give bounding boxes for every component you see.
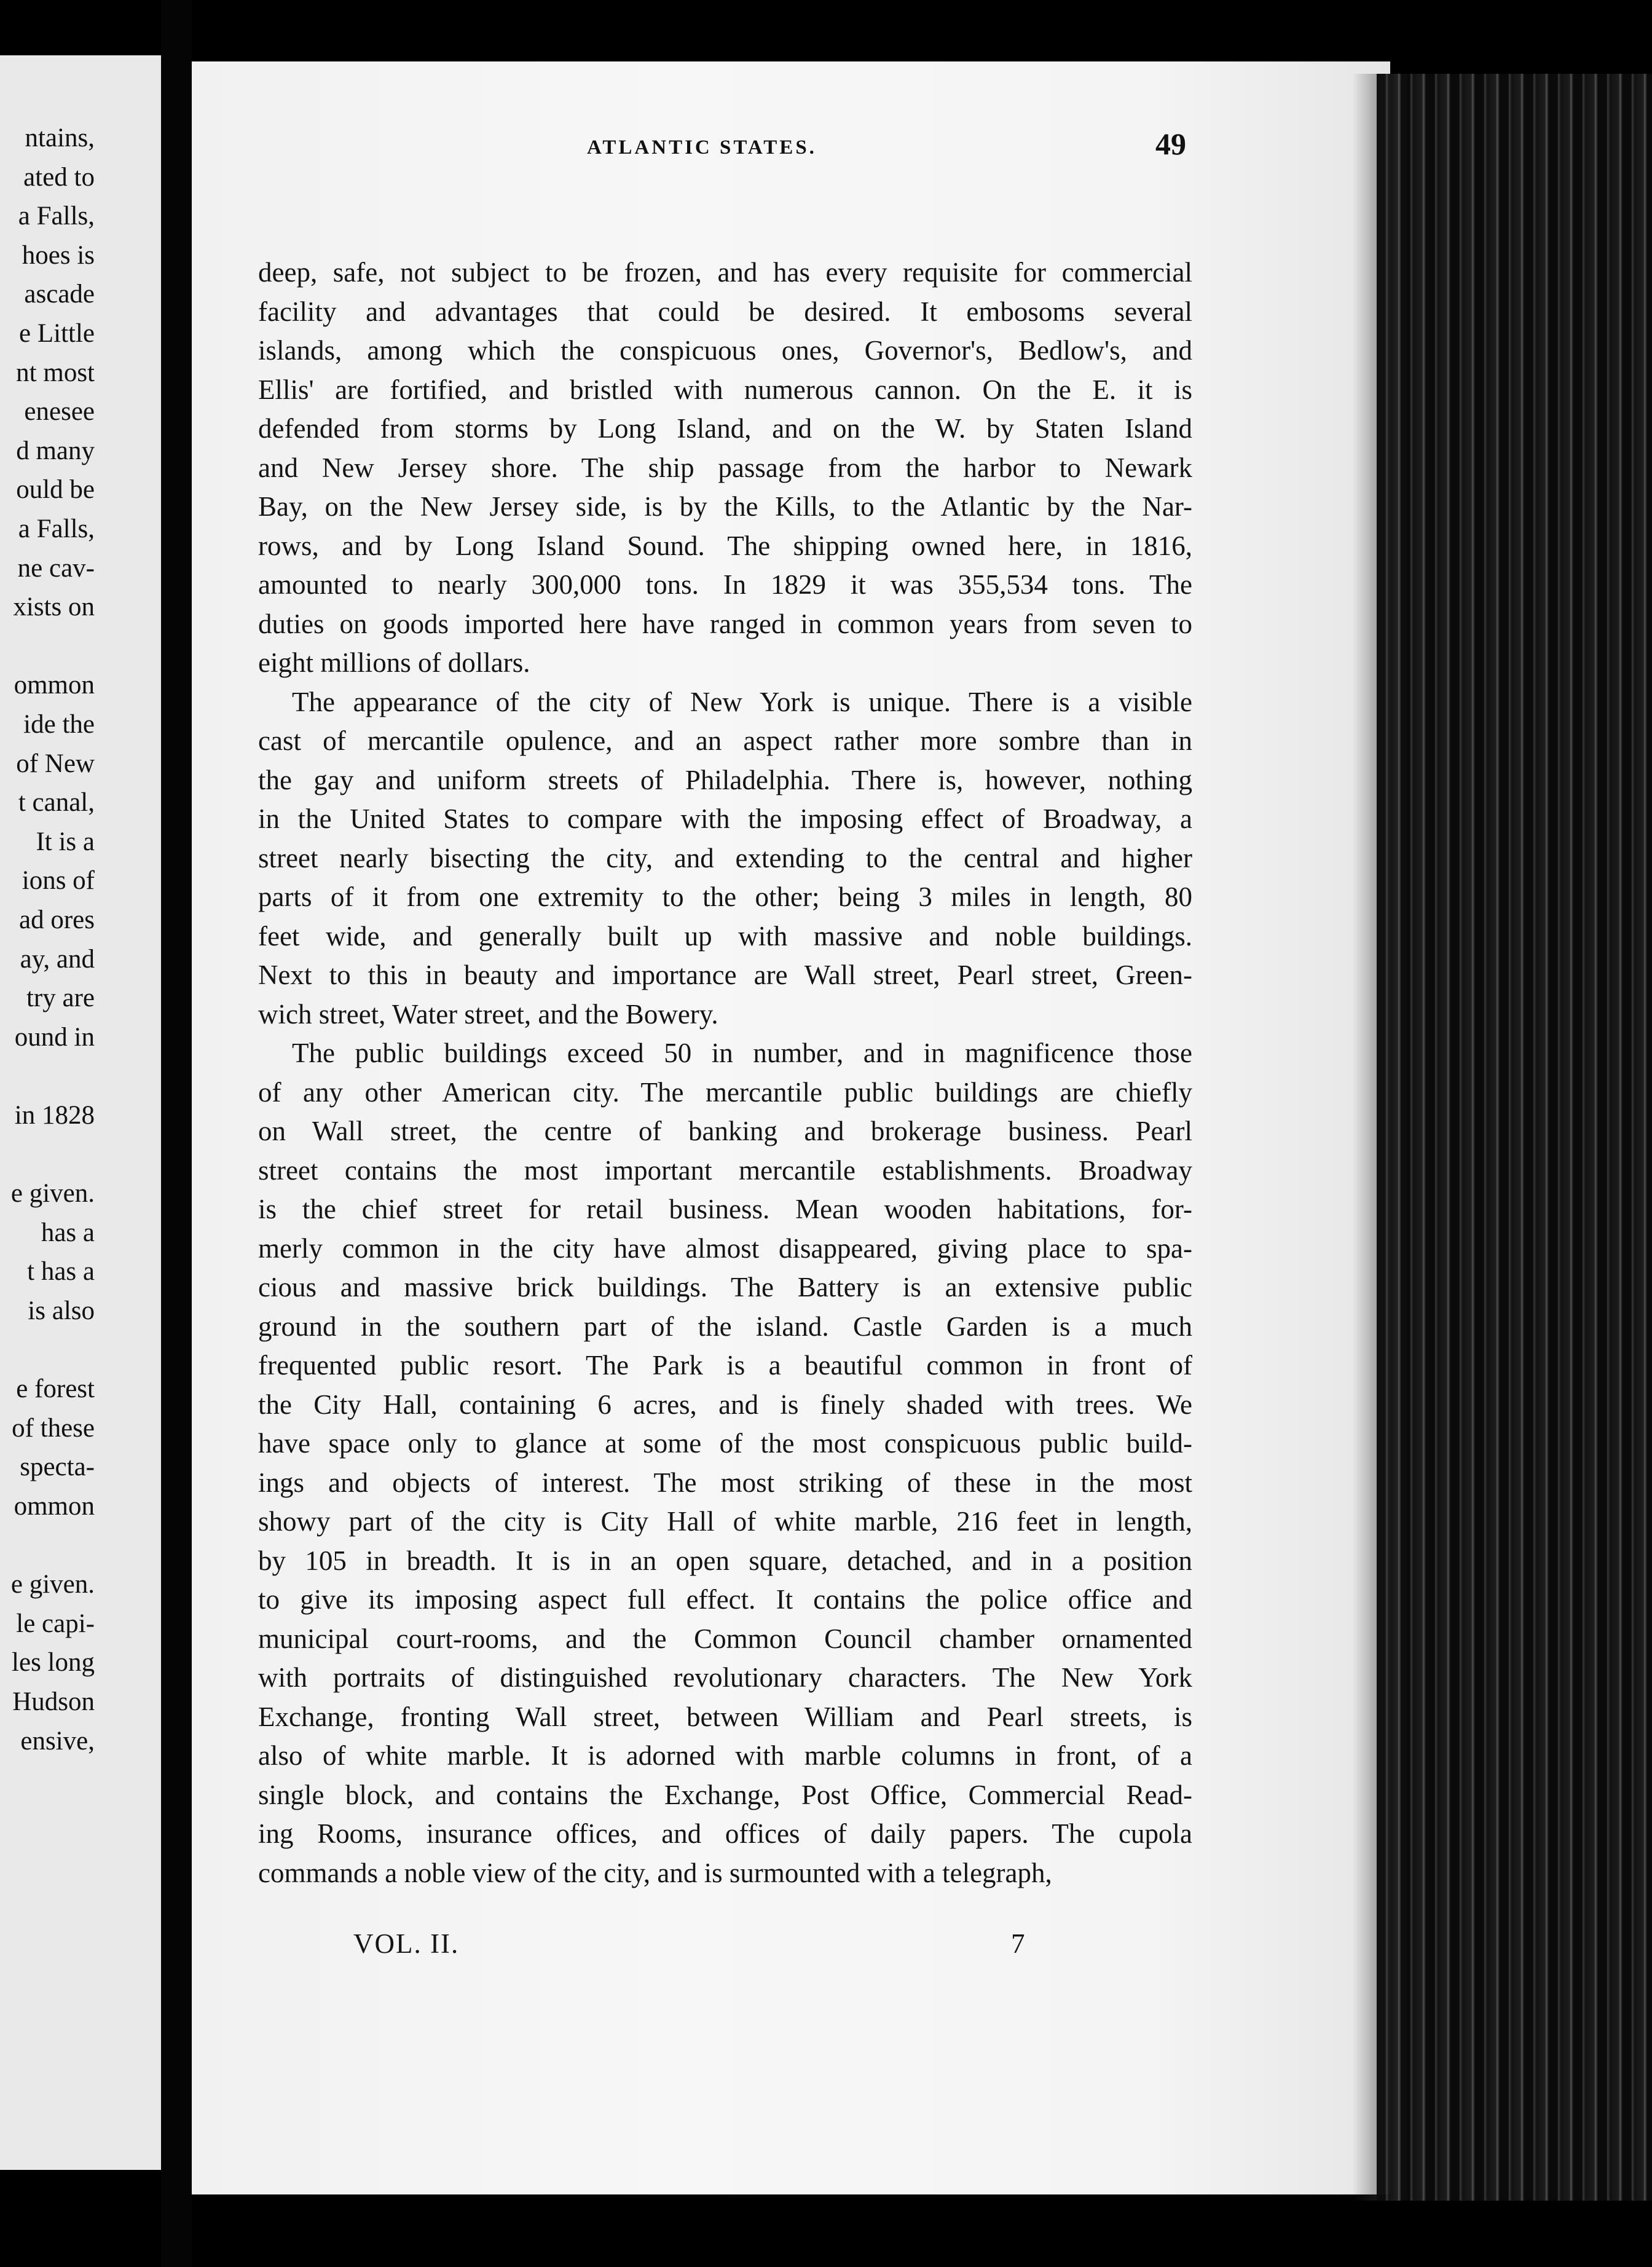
facing-page-line: ntains, bbox=[25, 124, 95, 152]
facing-page-line: ay, and bbox=[20, 944, 95, 974]
text-line: showy part of the city is City Hall of white marble, 216 feet in length, bbox=[258, 1506, 1192, 1537]
facing-page-line: ad ores bbox=[19, 905, 95, 934]
facing-page-line: in 1828 bbox=[14, 1101, 95, 1130]
text-line: cast of mercantile opulence, and an aspect rather more sombre than in bbox=[258, 725, 1192, 756]
text-line: defended from storms by Long Island, and on the W. by Staten Island bbox=[258, 413, 1192, 444]
facing-page-line: a Falls, bbox=[18, 202, 95, 231]
facing-page-line: e given. bbox=[10, 1179, 95, 1208]
facing-page-line: xists on bbox=[13, 593, 95, 622]
text-line: Bay, on the New Jersey side, is by the Kills, to the Atlantic by the Nar- bbox=[258, 491, 1192, 522]
book-gutter bbox=[161, 0, 192, 2267]
facing-page-line: ide the bbox=[23, 710, 95, 739]
book-page-edges bbox=[1377, 74, 1652, 2201]
facing-page-line: e forest bbox=[16, 1374, 95, 1404]
text-line: The appearance of the city of New York is unique. There is a visible bbox=[292, 686, 1192, 717]
text-line: ground in the southern part of the island. Castle Garden is a much bbox=[258, 1311, 1192, 1342]
facing-page-line: ensive, bbox=[20, 1726, 95, 1756]
text-line: single block, and contains the Exchange, Post Office, Commercial Read- bbox=[258, 1779, 1192, 1810]
text-line: also of white marble. It is adorned with marble columns in front, of a bbox=[258, 1740, 1192, 1771]
running-head: ATLANTIC STATES. bbox=[587, 136, 817, 159]
text-line: with portraits of distinguished revolutionary characters. The New York bbox=[258, 1662, 1192, 1693]
text-line: ing Rooms, insurance offices, and offices of daily papers. The cupola bbox=[258, 1818, 1192, 1849]
facing-page-line: d many bbox=[16, 436, 95, 465]
facing-page-line: a Falls, bbox=[18, 515, 95, 543]
signature-mark: 7 bbox=[1011, 1928, 1025, 1959]
text-line: of any other American city. The mercantile public buildings are chiefly bbox=[258, 1076, 1192, 1108]
facing-page-fragment bbox=[0, 55, 161, 2170]
facing-page-line: hoes is bbox=[22, 240, 95, 270]
facing-page-line: is also bbox=[28, 1296, 95, 1325]
facing-page-line: t has a bbox=[27, 1257, 95, 1287]
facing-page-line: ound in bbox=[14, 1022, 95, 1052]
text-line: have space only to glance at some of the most conspicuous public build- bbox=[258, 1428, 1192, 1459]
text-line: duties on goods imported here have ranged in common years from seven to bbox=[258, 608, 1192, 639]
facing-page-line: e Little bbox=[19, 319, 95, 348]
text-line: in the United States to compare with the imposing effect of Broadway, a bbox=[258, 803, 1192, 834]
text-line: the gay and uniform streets of Philadelphia. There is, however, nothing bbox=[258, 764, 1192, 795]
facing-page-line: t canal, bbox=[18, 788, 95, 818]
facing-page-line: ascade bbox=[24, 280, 95, 309]
facing-page-line: has a bbox=[41, 1218, 95, 1247]
facing-page-line: enesee bbox=[24, 397, 95, 427]
text-line: commands a noble view of the city, and is surmounted with a telegraph, bbox=[258, 1857, 1052, 1888]
facing-page-line: Hudson bbox=[12, 1687, 95, 1716]
facing-page-line: of New bbox=[16, 749, 95, 778]
text-line: deep, safe, not subject to be frozen, and has every requisite for commercial bbox=[258, 257, 1192, 288]
text-line: ings and objects of interest. The most striking of these in the most bbox=[258, 1467, 1192, 1498]
text-line: and New Jersey shore. The ship passage from the harbor to Newark bbox=[258, 452, 1192, 483]
text-line: merly common in the city have almost disappeared, giving place to spa- bbox=[258, 1232, 1192, 1264]
facing-page-line: of these bbox=[12, 1413, 95, 1443]
text-line: Next to this in beauty and importance are Wall street, Pearl street, Green- bbox=[258, 960, 1192, 990]
text-line: rows, and by Long Island Sound. The shipping owned here, in 1816, bbox=[258, 530, 1192, 561]
text-line: by 105 in breadth. It is in an open square, detached, and in a position bbox=[258, 1545, 1192, 1576]
text-line: frequented public resort. The Park is a beautiful common in front of bbox=[258, 1350, 1192, 1381]
text-line: on Wall street, the centre of banking and brokerage business. Pearl bbox=[258, 1116, 1192, 1146]
text-line: amounted to nearly 300,000 tons. In 1829 it was 355,534 tons. The bbox=[258, 569, 1192, 600]
facing-page-line: e given. bbox=[10, 1570, 95, 1599]
page-number: 49 bbox=[1155, 127, 1186, 161]
volume-label: VOL. II. bbox=[353, 1928, 460, 1959]
text-line: is the chief street for retail business. Mean wooden habitations, for- bbox=[258, 1194, 1192, 1224]
facing-page-line: ated to bbox=[23, 162, 95, 192]
facing-page-line: specta- bbox=[20, 1453, 95, 1482]
text-line: street contains the most important mercantile establishments. Broadway bbox=[258, 1154, 1192, 1186]
text-line: islands, among which the conspicuous ones, Governor's, Bedlow's, and bbox=[258, 335, 1192, 366]
text-line: to give its imposing aspect full effect. It contains the police office and bbox=[258, 1584, 1192, 1615]
text-line: Ellis' are fortified, and bristled with numerous cannon. On the E. it is bbox=[258, 374, 1192, 405]
facing-page-line: nt most bbox=[16, 358, 95, 387]
text-line: street nearly bisecting the city, and extending to the central and higher bbox=[258, 842, 1192, 873]
text-line: wich street, Water street, and the Bowery. bbox=[258, 998, 718, 1030]
body-text bbox=[258, 253, 1192, 1893]
facing-page-line: ommon bbox=[14, 671, 95, 700]
text-line: eight millions of dollars. bbox=[258, 647, 530, 678]
facing-page-line: ions of bbox=[22, 866, 95, 896]
text-line: municipal court-rooms, and the Common Council chamber ornamented bbox=[258, 1623, 1192, 1654]
facing-page-line: le capi- bbox=[16, 1609, 95, 1638]
facing-page-line: ommon bbox=[14, 1492, 95, 1521]
facing-page-line: ne cav- bbox=[17, 553, 95, 583]
text-line: cious and massive brick buildings. The Battery is an extensive public bbox=[258, 1272, 1192, 1303]
facing-page-line: It is a bbox=[36, 827, 95, 856]
text-line: The public buildings exceed 50 in number, and in magnificence those bbox=[292, 1038, 1192, 1068]
facing-page-line: ould be bbox=[16, 475, 95, 505]
text-line: parts of it from one extremity to the other; being 3 miles in length, 80 bbox=[258, 881, 1192, 912]
text-line: facility and advantages that could be desired. It embosoms several bbox=[258, 296, 1192, 327]
text-line: feet wide, and generally built up with massive and noble buildings. bbox=[258, 920, 1192, 952]
text-line: the City Hall, containing 6 acres, and is finely shaded with trees. We bbox=[258, 1389, 1192, 1420]
facing-page-line: try are bbox=[26, 984, 95, 1013]
facing-page-line: les long bbox=[12, 1648, 95, 1678]
text-line: Exchange, fronting Wall street, between William and Pearl streets, is bbox=[258, 1701, 1192, 1732]
